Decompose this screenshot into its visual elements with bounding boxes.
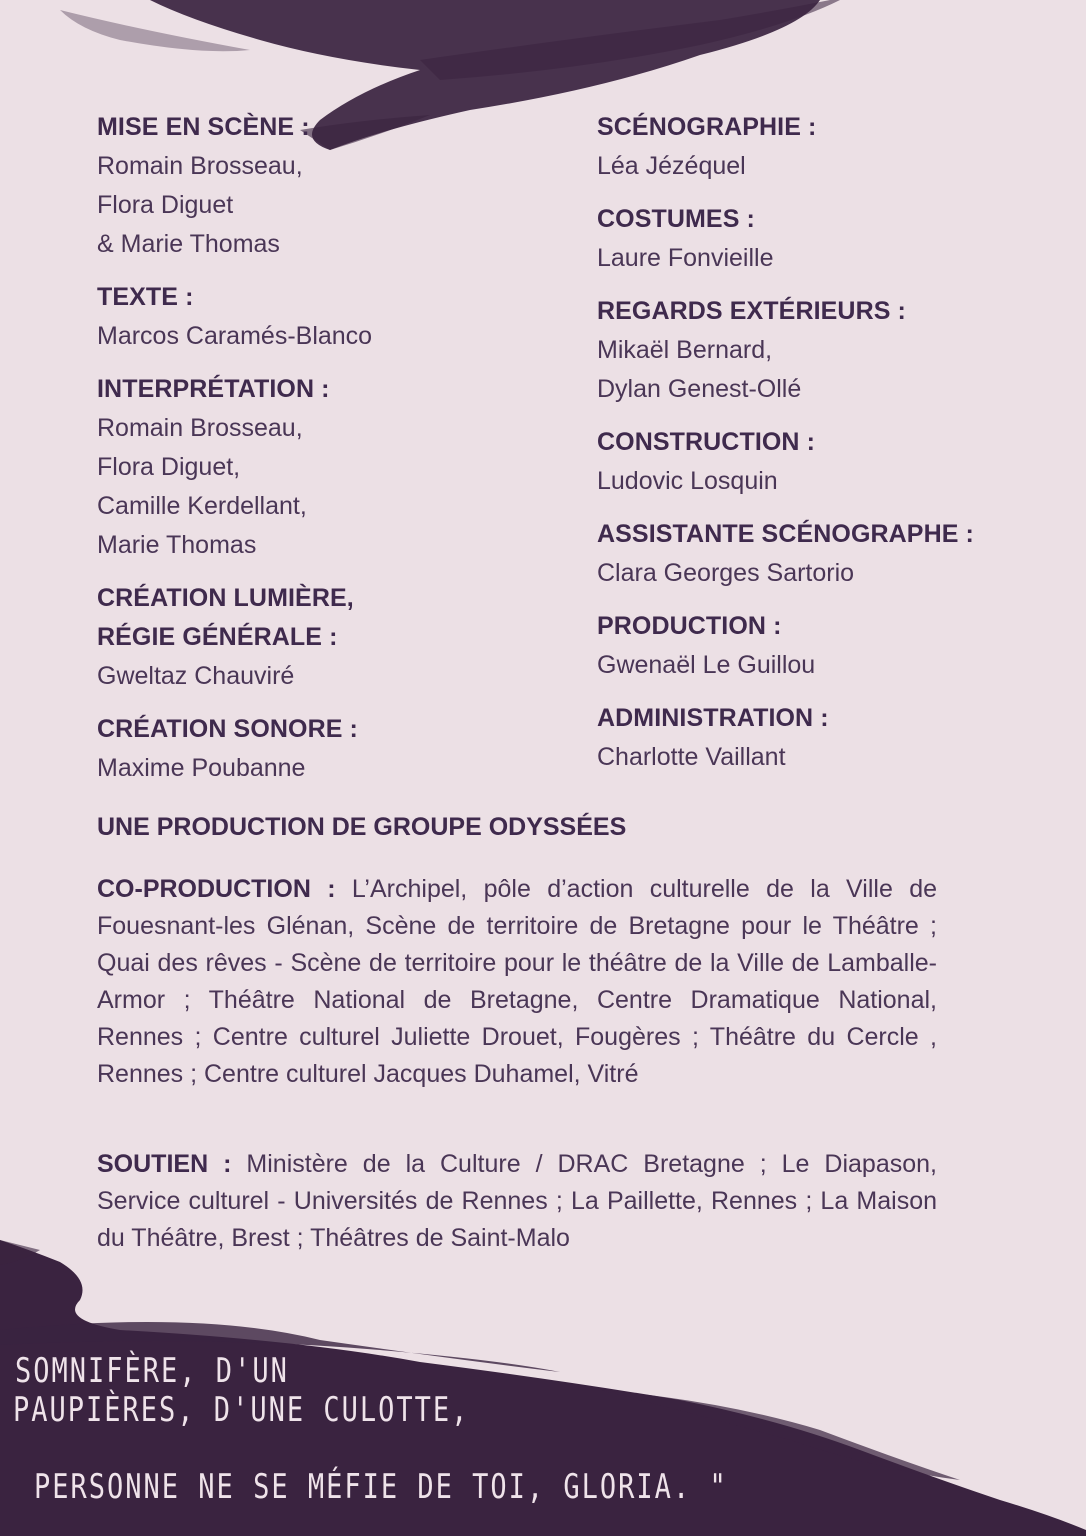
- credit-assistante-scenographe: [597, 515, 1067, 593]
- credit-name: Marie Thomas: [97, 531, 257, 559]
- soutien-text: Ministère de la Culture / DRAC Bretagne ; Le Diapason, Service culturel - Universités de Rennes ; La Paillette, Rennes ; La Maison du Théâtre, Brest ; Théâtres de Saint-Malo: [97, 1150, 937, 1252]
- credit-name: Marcos Caramés-Blanco: [97, 322, 373, 350]
- quote-line-1: SOMNIFÈRE, D'UN: [15, 1352, 289, 1391]
- credit-role: ADMINISTRATION :: [597, 704, 829, 732]
- soutien-label: SOUTIEN :: [97, 1150, 232, 1178]
- credit-creation-lumiere: [97, 579, 557, 696]
- credit-name: Camille Kerdellant,: [97, 492, 307, 520]
- credit-name: Maxime Poubanne: [97, 754, 306, 782]
- credit-name: Gweltaz Chauviré: [97, 662, 295, 690]
- credit-role: COSTUMES :: [597, 205, 755, 233]
- credit-mise-en-scene: [97, 108, 557, 264]
- credit-role: PRODUCTION :: [597, 612, 782, 640]
- credit-production: [597, 607, 1067, 685]
- credit-role-line: RÉGIE GÉNÉRALE :: [97, 623, 338, 651]
- credit-name: Flora Diguet,: [97, 453, 241, 481]
- credit-scenographie: [597, 108, 1067, 186]
- credit-costumes: [597, 200, 1067, 278]
- credit-role: TEXTE :: [97, 283, 194, 311]
- credit-name: Laure Fonvieille: [597, 244, 774, 272]
- credits-left-column: [97, 108, 557, 802]
- credit-role: SCÉNOGRAPHIE :: [597, 113, 817, 141]
- credit-name: Mikaël Bernard,: [597, 336, 773, 364]
- credit-administration: [597, 699, 1067, 777]
- credit-name: Léa Jézéquel: [597, 152, 746, 180]
- credit-name: Clara Georges Sartorio: [597, 559, 855, 587]
- credit-role-line: CRÉATION LUMIÈRE,: [97, 584, 354, 612]
- credit-name: Charlotte Vaillant: [597, 743, 786, 771]
- production-heading: UNE PRODUCTION DE GROUPE ODYSSÉES: [97, 813, 627, 841]
- credit-role: REGARDS EXTÉRIEURS :: [597, 297, 906, 325]
- credit-construction: [597, 423, 1067, 501]
- credit-name: Romain Brosseau,: [97, 152, 303, 180]
- credit-name: Romain Brosseau,: [97, 414, 303, 442]
- credit-role: INTERPRÉTATION :: [97, 375, 330, 403]
- credit-name: & Marie Thomas: [97, 230, 280, 258]
- credit-name: Ludovic Losquin: [597, 467, 778, 495]
- credits-right-column: [597, 108, 1067, 791]
- coproduction-label: CO-PRODUCTION :: [97, 875, 336, 903]
- credit-role: CRÉATION SONORE :: [97, 715, 358, 743]
- credit-creation-sonore: [97, 710, 557, 788]
- credit-name: Flora Diguet: [97, 191, 234, 219]
- credit-name: Gwenaël Le Guillou: [597, 651, 816, 679]
- credit-role: MISE EN SCÈNE :: [97, 113, 310, 141]
- coproduction-paragraph: [97, 871, 937, 1093]
- credit-role: ASSISTANTE SCÉNOGRAPHE :: [597, 520, 974, 548]
- soutien-paragraph: [97, 1146, 937, 1257]
- credit-regards-exterieurs: [597, 292, 1067, 409]
- credit-interpretation: [97, 370, 557, 565]
- credit-name: Dylan Genest-Ollé: [597, 375, 802, 403]
- credit-role: CONSTRUCTION :: [597, 428, 816, 456]
- quote-line-3: PERSONNE NE SE MÉFIE DE TOI, GLORIA. ": [34, 1468, 728, 1507]
- credit-texte: [97, 278, 557, 356]
- quote-line-2: PAUPIÈRES, D'UNE CULOTTE,: [13, 1391, 470, 1430]
- coproduction-text: L’Archipel, pôle d’action culturelle de la Ville de Fouesnant-les Glénan, Scène de territoire de Bretagne pour le Théâtre ; Quai des rêves - Scène de territoire pour le théâtre de la Ville de Lamballe-Armor ; Théâtre National de Bretagne, Centre Dramatique National, Rennes ; Centre culturel Juliette Drouet, Fougères ; Théâtre du Cercle , Rennes ; Centre culturel Jacques Duhamel, Vitré: [97, 875, 938, 1088]
